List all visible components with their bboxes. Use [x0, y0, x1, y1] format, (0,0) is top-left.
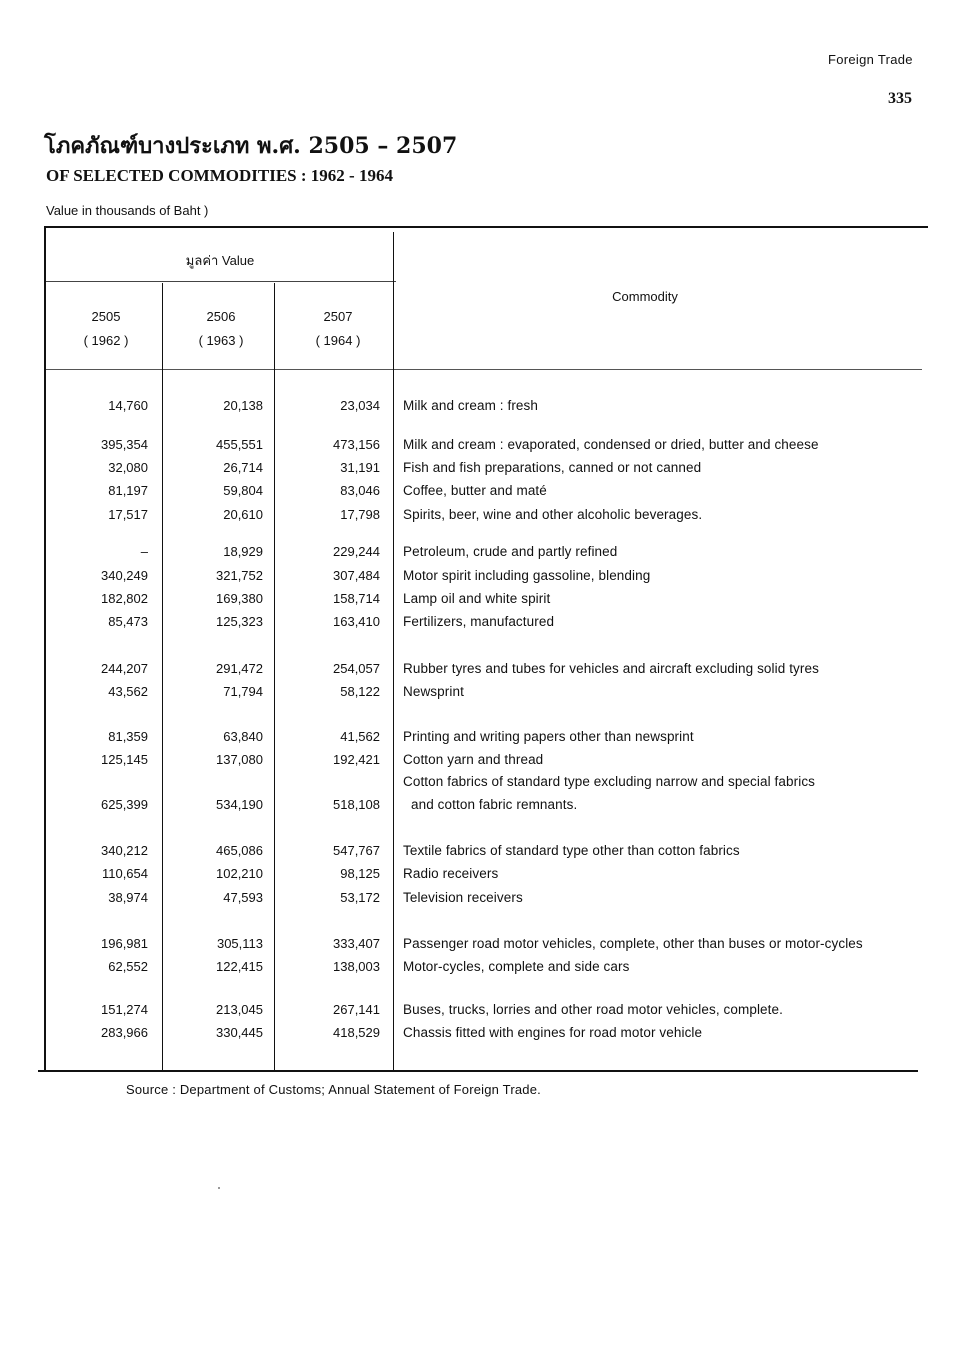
cell-commodity: Motor-cycles, complete and side cars	[403, 959, 630, 974]
cell-commodity: Passenger road motor vehicles, complete, other than buses or motor-cycles	[403, 936, 863, 951]
cell-value-2505: 17,517	[108, 507, 148, 522]
value-header: มูลค่า Value	[185, 253, 255, 268]
cell-commodity: Textile fabrics of standard type other than cotton fabrics	[403, 843, 740, 858]
col-divider-2	[274, 283, 275, 1070]
cell-commodity: Spirits, beer, wine and other alcoholic beverages.	[403, 507, 703, 522]
unit-note: Value in thousands of Baht )	[46, 203, 209, 218]
cell-commodity: Lamp oil and white spirit	[403, 591, 551, 606]
title-english: OF SELECTED COMMODITIES : 1962 - 1964	[46, 166, 393, 185]
cell-commodity: Milk and cream : evaporated, condensed or dried, butter and cheese	[403, 437, 819, 452]
cell-value-2505: 85,473	[108, 614, 148, 629]
cell-value-2507: 17,798	[340, 507, 380, 522]
cell-commodity: Coffee, butter and maté	[403, 483, 547, 498]
cell-value-2506: 137,080	[216, 752, 263, 767]
cell-value-2506: 59,804	[223, 483, 263, 498]
cell-value-2506: 465,086	[216, 843, 263, 858]
cell-value-2506: 63,840	[223, 729, 263, 744]
cell-value-2506: 534,190	[216, 797, 263, 812]
cell-value-2507: 158,714	[333, 591, 380, 606]
cell-value-2507: 31,191	[340, 460, 380, 475]
table-top-rule	[44, 226, 928, 228]
cell-value-2506: 20,610	[223, 507, 263, 522]
cell-value-2505: 283,966	[101, 1025, 148, 1040]
cell-value-2505: 81,359	[108, 729, 148, 744]
cell-value-2505: 395,354	[101, 437, 148, 452]
year-header-2505	[60, 305, 152, 353]
page-number: 335	[888, 90, 912, 107]
cell-commodity: Fish and fish preparations, canned or not canned	[403, 460, 702, 475]
cell-value-2505: 182,802	[101, 591, 148, 606]
cell-value-2506: 47,593	[223, 890, 263, 905]
cell-value-2507: 163,410	[333, 614, 380, 629]
cell-value-2507: 41,562	[340, 729, 380, 744]
cell-value-2507: 254,057	[333, 661, 380, 676]
header-bottom-rule	[46, 369, 922, 370]
commodity-header: Commodity	[612, 289, 678, 304]
cell-commodity: Fertilizers, manufactured	[403, 614, 555, 629]
cell-value-2506: 455,551	[216, 437, 263, 452]
cell-value-2507: 473,156	[333, 437, 380, 452]
cell-value-2506: 291,472	[216, 661, 263, 676]
cell-value-2507: 192,421	[333, 752, 380, 767]
col-divider-3	[393, 232, 394, 1070]
cell-value-2506: 330,445	[216, 1025, 263, 1040]
cell-commodity: Motor spirit including gassoline, blending	[403, 568, 651, 583]
cell-value-2506: 125,323	[216, 614, 263, 629]
cell-commodity: Milk and cream : fresh	[403, 398, 538, 413]
cell-commodity: Television receivers	[403, 890, 523, 905]
cell-value-2505: 151,274	[101, 1002, 148, 1017]
cell-value-2507: 518,108	[333, 797, 380, 812]
cell-value-2507: 138,003	[333, 959, 380, 974]
cell-value-2506: 102,210	[216, 866, 263, 881]
cell-value-2506: 18,929	[223, 544, 263, 559]
cell-value-2507: 307,484	[333, 568, 380, 583]
year-ce: ( 1962 )	[83, 333, 129, 348]
cell-value-2505: 43,562	[108, 684, 148, 699]
year-header-2507	[292, 305, 384, 353]
value-header-underline	[46, 281, 396, 282]
cell-value-2507: 547,767	[333, 843, 380, 858]
cell-value-2507: 333,407	[333, 936, 380, 951]
cell-value-2505: 38,974	[108, 890, 148, 905]
cell-commodity-continued: and cotton fabric remnants.	[411, 797, 578, 812]
cell-value-2507: 418,529	[333, 1025, 380, 1040]
cell-commodity: Petroleum, crude and partly refined	[403, 544, 618, 559]
cell-value-2505: 196,981	[101, 936, 148, 951]
cell-value-2507: 98,125	[340, 866, 380, 881]
cell-commodity: Printing and writing papers other than newsprint	[403, 729, 694, 744]
source-note: Source : Department of Customs; Annual Statement of Foreign Trade.	[126, 1082, 541, 1097]
cell-value-2505: 340,249	[101, 568, 148, 583]
cell-commodity: Buses, trucks, lorries and other road motor vehicles, complete.	[403, 1002, 783, 1017]
cell-value-2507: 83,046	[340, 483, 380, 498]
cell-commodity: Newsprint	[403, 684, 464, 699]
cell-value-2507: 58,122	[340, 684, 380, 699]
cell-value-2506: 122,415	[216, 959, 263, 974]
cell-value-2505: 244,207	[101, 661, 148, 676]
cell-commodity: Cotton yarn and thread	[403, 752, 544, 767]
paper-speck	[218, 1187, 220, 1189]
cell-value-2505: –	[140, 544, 148, 559]
col-divider-1	[162, 283, 163, 1070]
cell-value-2506: 169,380	[216, 591, 263, 606]
running-head: Foreign Trade	[828, 52, 913, 67]
cell-value-2506: 26,714	[223, 460, 263, 475]
cell-value-2506: 305,113	[216, 936, 263, 951]
year-header-2506	[175, 305, 267, 353]
cell-value-2505: 110,654	[101, 866, 148, 881]
cell-value-2507: 267,141	[333, 1002, 380, 1017]
cell-value-2507: 229,244	[333, 544, 380, 559]
cell-commodity: Radio receivers	[403, 866, 499, 881]
cell-value-2506: 213,045	[216, 1002, 263, 1017]
cell-value-2505: 625,399	[101, 797, 148, 812]
year-ce: ( 1963 )	[198, 333, 244, 348]
cell-value-2505: 32,080	[108, 460, 148, 475]
title-thai: โภคภัณฑ์บางประเภท พ.ศ. 2505 – 2507	[44, 133, 458, 159]
cell-value-2505: 81,197	[108, 483, 148, 498]
cell-value-2506: 71,794	[223, 684, 263, 699]
cell-value-2505: 14,760	[108, 398, 148, 413]
cell-commodity: Chassis fitted with engines for road motor vehicle	[403, 1025, 703, 1040]
cell-value-2505: 340,212	[101, 843, 148, 858]
cell-value-2505: 125,145	[101, 752, 148, 767]
table-left-rule	[44, 226, 46, 1072]
cell-value-2505: 62,552	[108, 959, 148, 974]
table-bottom-rule	[38, 1070, 918, 1072]
year-be: 2505	[91, 309, 121, 324]
year-be: 2507	[323, 309, 353, 324]
cell-commodity: Cotton fabrics of standard type excluding narrow and special fabrics	[403, 774, 816, 789]
cell-value-2506: 321,752	[216, 568, 263, 583]
cell-value-2506: 20,138	[223, 398, 263, 413]
year-be: 2506	[206, 309, 236, 324]
year-ce: ( 1964 )	[315, 333, 361, 348]
cell-value-2507: 53,172	[340, 890, 380, 905]
cell-commodity: Rubber tyres and tubes for vehicles and aircraft excluding solid tyres	[403, 661, 819, 676]
cell-value-2507: 23,034	[340, 398, 380, 413]
